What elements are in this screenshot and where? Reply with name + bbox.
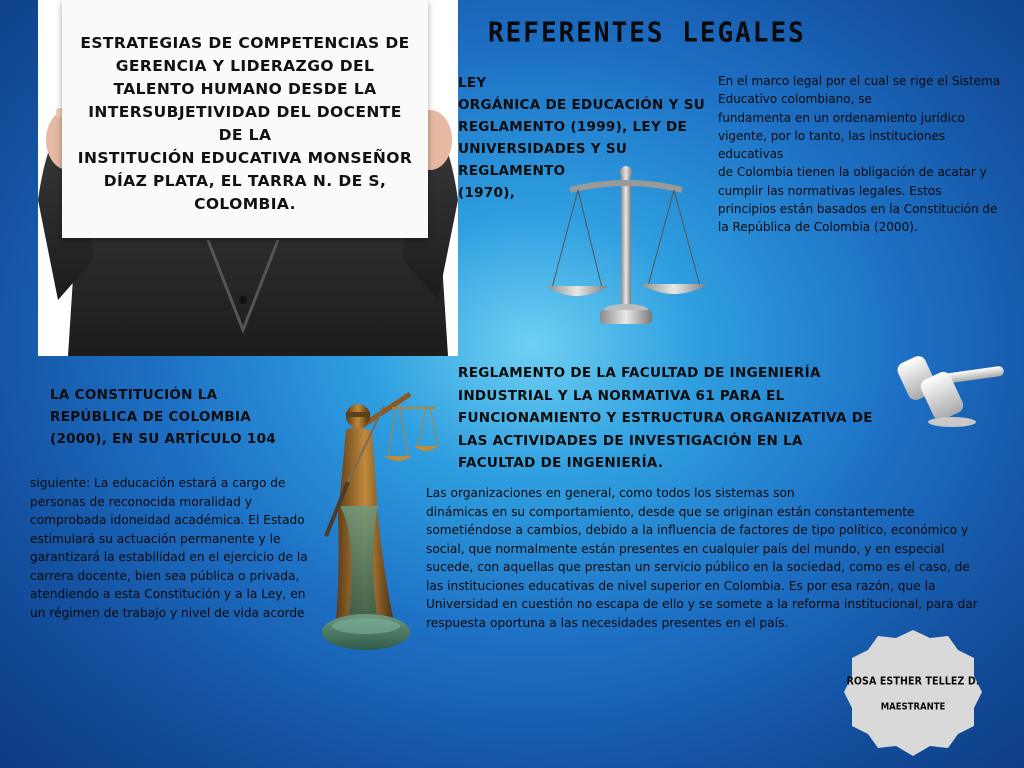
scale-of-justice-icon bbox=[540, 160, 712, 332]
organizations-text: Las organizaciones en general, como todos los sistemas son dinámicas en su comportamiento, desde que se originan están constantemente sometiéndose a cambios, debido a la influencia de factores de tipo político, económico y social, que normalmente están presentes en cualquier país del mundo, y en especial sucede, con aquellas que prestan un servicio público en la sociedad, como es el caso, de las instituciones educativas de nivel superior en Colombia. Es por esa razón, que la Universidad en cuestión no escapa de ello y se somete a la reforma institucional, para dar respuesta oportuna a las necesidades presentes en el país. bbox=[426, 486, 978, 630]
gavel-icon bbox=[892, 352, 1004, 428]
sign-title: ESTRATEGIAS DE COMPETENCIAS DE GERENCIA Y LIDERAZGO DEL TALENTO HUMANO DESDE LA INTERSUBJETIVIDAD DEL DOCENTE DE LA INSTITUCIÓN EDUCATIVA MONSEÑOR DÍAZ PLATA, EL TARRA N. DE S, COLOMBIA. bbox=[77, 34, 413, 213]
sign-board bbox=[62, 0, 428, 238]
regulation-title: REGLAMENTO DE LA FACULTAD DE INGENIERÍA INDUSTRIAL Y LA NORMATIVA 61 PARA EL FUNCIONAMIENTO Y ESTRUCTURA ORGANIZATIVA DE LAS ACTIVIDADES DE INVESTIGACIÓN EN LA FACULTAD DE INGENIERÍA. bbox=[458, 365, 873, 471]
author-role: MAESTRANTE bbox=[880, 701, 946, 713]
constitution-text: siguiente: La educación estará a cargo de personas de reconocida moralidad y comprobada idoneidad académica. El Estado estimulará su actuación permanente y le garantizará la estabilidad en el ejercicio de la carrera docente, bien sea pública o privada, atendiendo a esta Constitución y a la Ley, en un régimen de trabajo y nivel de vida acorde bbox=[30, 476, 308, 620]
author-name: ROSA ESTHER TELLEZ D. bbox=[846, 675, 980, 688]
page-heading: REFERENTES LEGALES bbox=[488, 17, 806, 49]
legal-intro-text: En el marco legal por el cual se rige el Sistema Educativo colombiano, se fundamenta en un ordenamiento jurídico vigente, por lo tanto, las instituciones educativas de Colombia tienen la obligación de acatar y cumplir las normativas legales. Estos principios están basados en la Constitución de la República de Colombia (2000). bbox=[718, 74, 1001, 235]
constitution-title: LA CONSTITUCIÓN LA REPÚBLICA DE COLOMBIA (2000), EN SU ARTÍCULO 104 bbox=[50, 387, 276, 447]
law-title: LEY ORGÁNICA DE EDUCACIÓN Y SU REGLAMENTO (1999), LEY DE UNIVERSIDADES Y SU REGLAMENTO (1970), bbox=[458, 75, 706, 201]
author-badge-icon bbox=[842, 628, 984, 758]
lady-justice-statue-icon bbox=[318, 386, 438, 656]
